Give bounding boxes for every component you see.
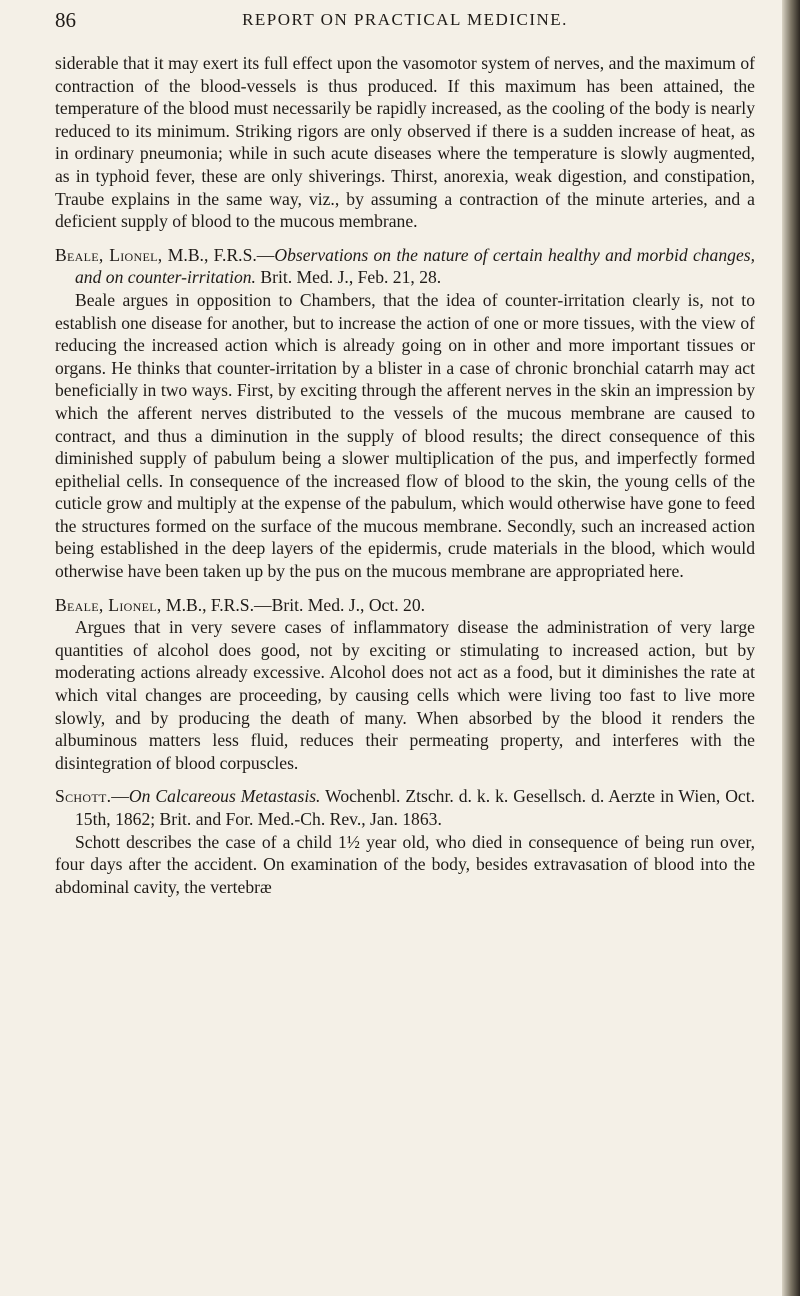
- body-text: [55, 52, 755, 898]
- bibliography-entry-beale-alcohol: [55, 594, 755, 775]
- entry-abstract: Argues that in very severe cases of inflammatory disease the administration of very large quantities of alcohol does good, not by exciting or stimulating to increased action, but by moderating actions already excessive. Alcohol does not act as a food, but it diminishes the rate at which vital changes are proceeding, by causing cells which were living too fast to live more slowly, and by producing the death of many. When absorbed by the blood it renders the albuminous matters less fluid, reduces their permeating property, and interferes with the disintegration of blood corpuscles.: [55, 617, 755, 773]
- entry-source: Wochenbl. Ztschr. d. k. k. Gesellsch. d. Aerzte in Wien, Oct. 15th, 1862; Brit. and For. Med.-Ch. Rev., Jan. 1863.: [75, 786, 755, 829]
- entry-abstract: Beale argues in opposition to Chambers, that the idea of counter-irritation clearly is, not to establish one disease for another, but to increase the action of one or more tissues, with the view of reducing the increased action which is already going on in other and more important tissues or organs. He thinks that counter-irritation by a blister in a case of chronic bronchial catarrh may act beneficially in two ways. First, by exciting through the afferent nerves in the skin an impression by which the afferent nerves distributed to the vessels of the mucous membrane are caused to contract, and thus a diminution in the supply of blood results; the direct consequence of this diminished supply of pabulum being a slower multiplication of the pus, and imperfectly formed epithelial cells. In consequence of the increased flow of blood to the skin, the young cells of the cuticle grow and multiply at the expense of the pabulum, which would otherwise have gone to feed the structures formed on the surface of the mucous membrane. Secondly, such an increased action being established in the deep layers of the epidermis, crude materials in the blood, which would otherwise have been taken up by the pus on the mucous membrane are appropriated here.: [55, 289, 755, 582]
- entry-credentials: M.B., F.R.S.—: [162, 244, 275, 265]
- entry-author: Beale, Lionel,: [55, 244, 163, 265]
- entry-credentials: M.B., F.R.S.—: [161, 594, 272, 615]
- page-number: 86: [55, 8, 76, 32]
- entry-citation: [55, 594, 755, 617]
- page-header: [55, 8, 755, 38]
- entry-author: Beale, Lionel,: [55, 594, 162, 615]
- entry-source: Brit. Med. J., Oct. 20.: [271, 594, 426, 615]
- entry-credentials: —: [111, 786, 129, 807]
- running-head: REPORT ON PRACTICAL MEDICINE.: [242, 10, 568, 29]
- entry-abstract: Schott describes the case of a child 1½ year old, who died in consequence of being run over, four days after the accident. On examination of the body, besides extravasation of blood into the abdominal cavity, the vertebræ: [55, 831, 755, 897]
- entry-title: On Calcareous Metastasis.: [128, 786, 321, 807]
- bibliography-entry-schott-calcareous-metastasis: [55, 785, 755, 898]
- bibliography-entry-beale-counter-irritation: [55, 244, 755, 583]
- entry-citation: [55, 785, 755, 830]
- page-edge-shadow: [782, 0, 800, 1296]
- entry-author: Schott.: [55, 786, 112, 807]
- continued-paragraph: siderable that it may exert its full effect upon the vasomotor system of nerves, and the maximum of contraction of the blood-vessels is thus produced. If this maximum has been attained, the temperature of the blood must necessarily be rapidly increased, as the cooling of the body is nearly reduced to its minimum. Striking rigors are only observed if there is a sudden increase of heat, as in ordinary pneumonia; while in such acute diseases where the temperature is slowly augmented, as in typhoid fever, these are only shiverings. Thirst, anorexia, weak digestion, and constipation, Traube explains in the same way, viz., by assuming a contraction of the minute arteries, and a deficient supply of blood to the mucous membrane.: [55, 53, 755, 232]
- entry-title: Observations on the nature of certain healthy and morbid changes, and on counter-irritation.: [75, 244, 756, 288]
- entry-source: Brit. Med. J., Feb. 21, 28.: [255, 267, 442, 288]
- entry-citation: [55, 244, 755, 289]
